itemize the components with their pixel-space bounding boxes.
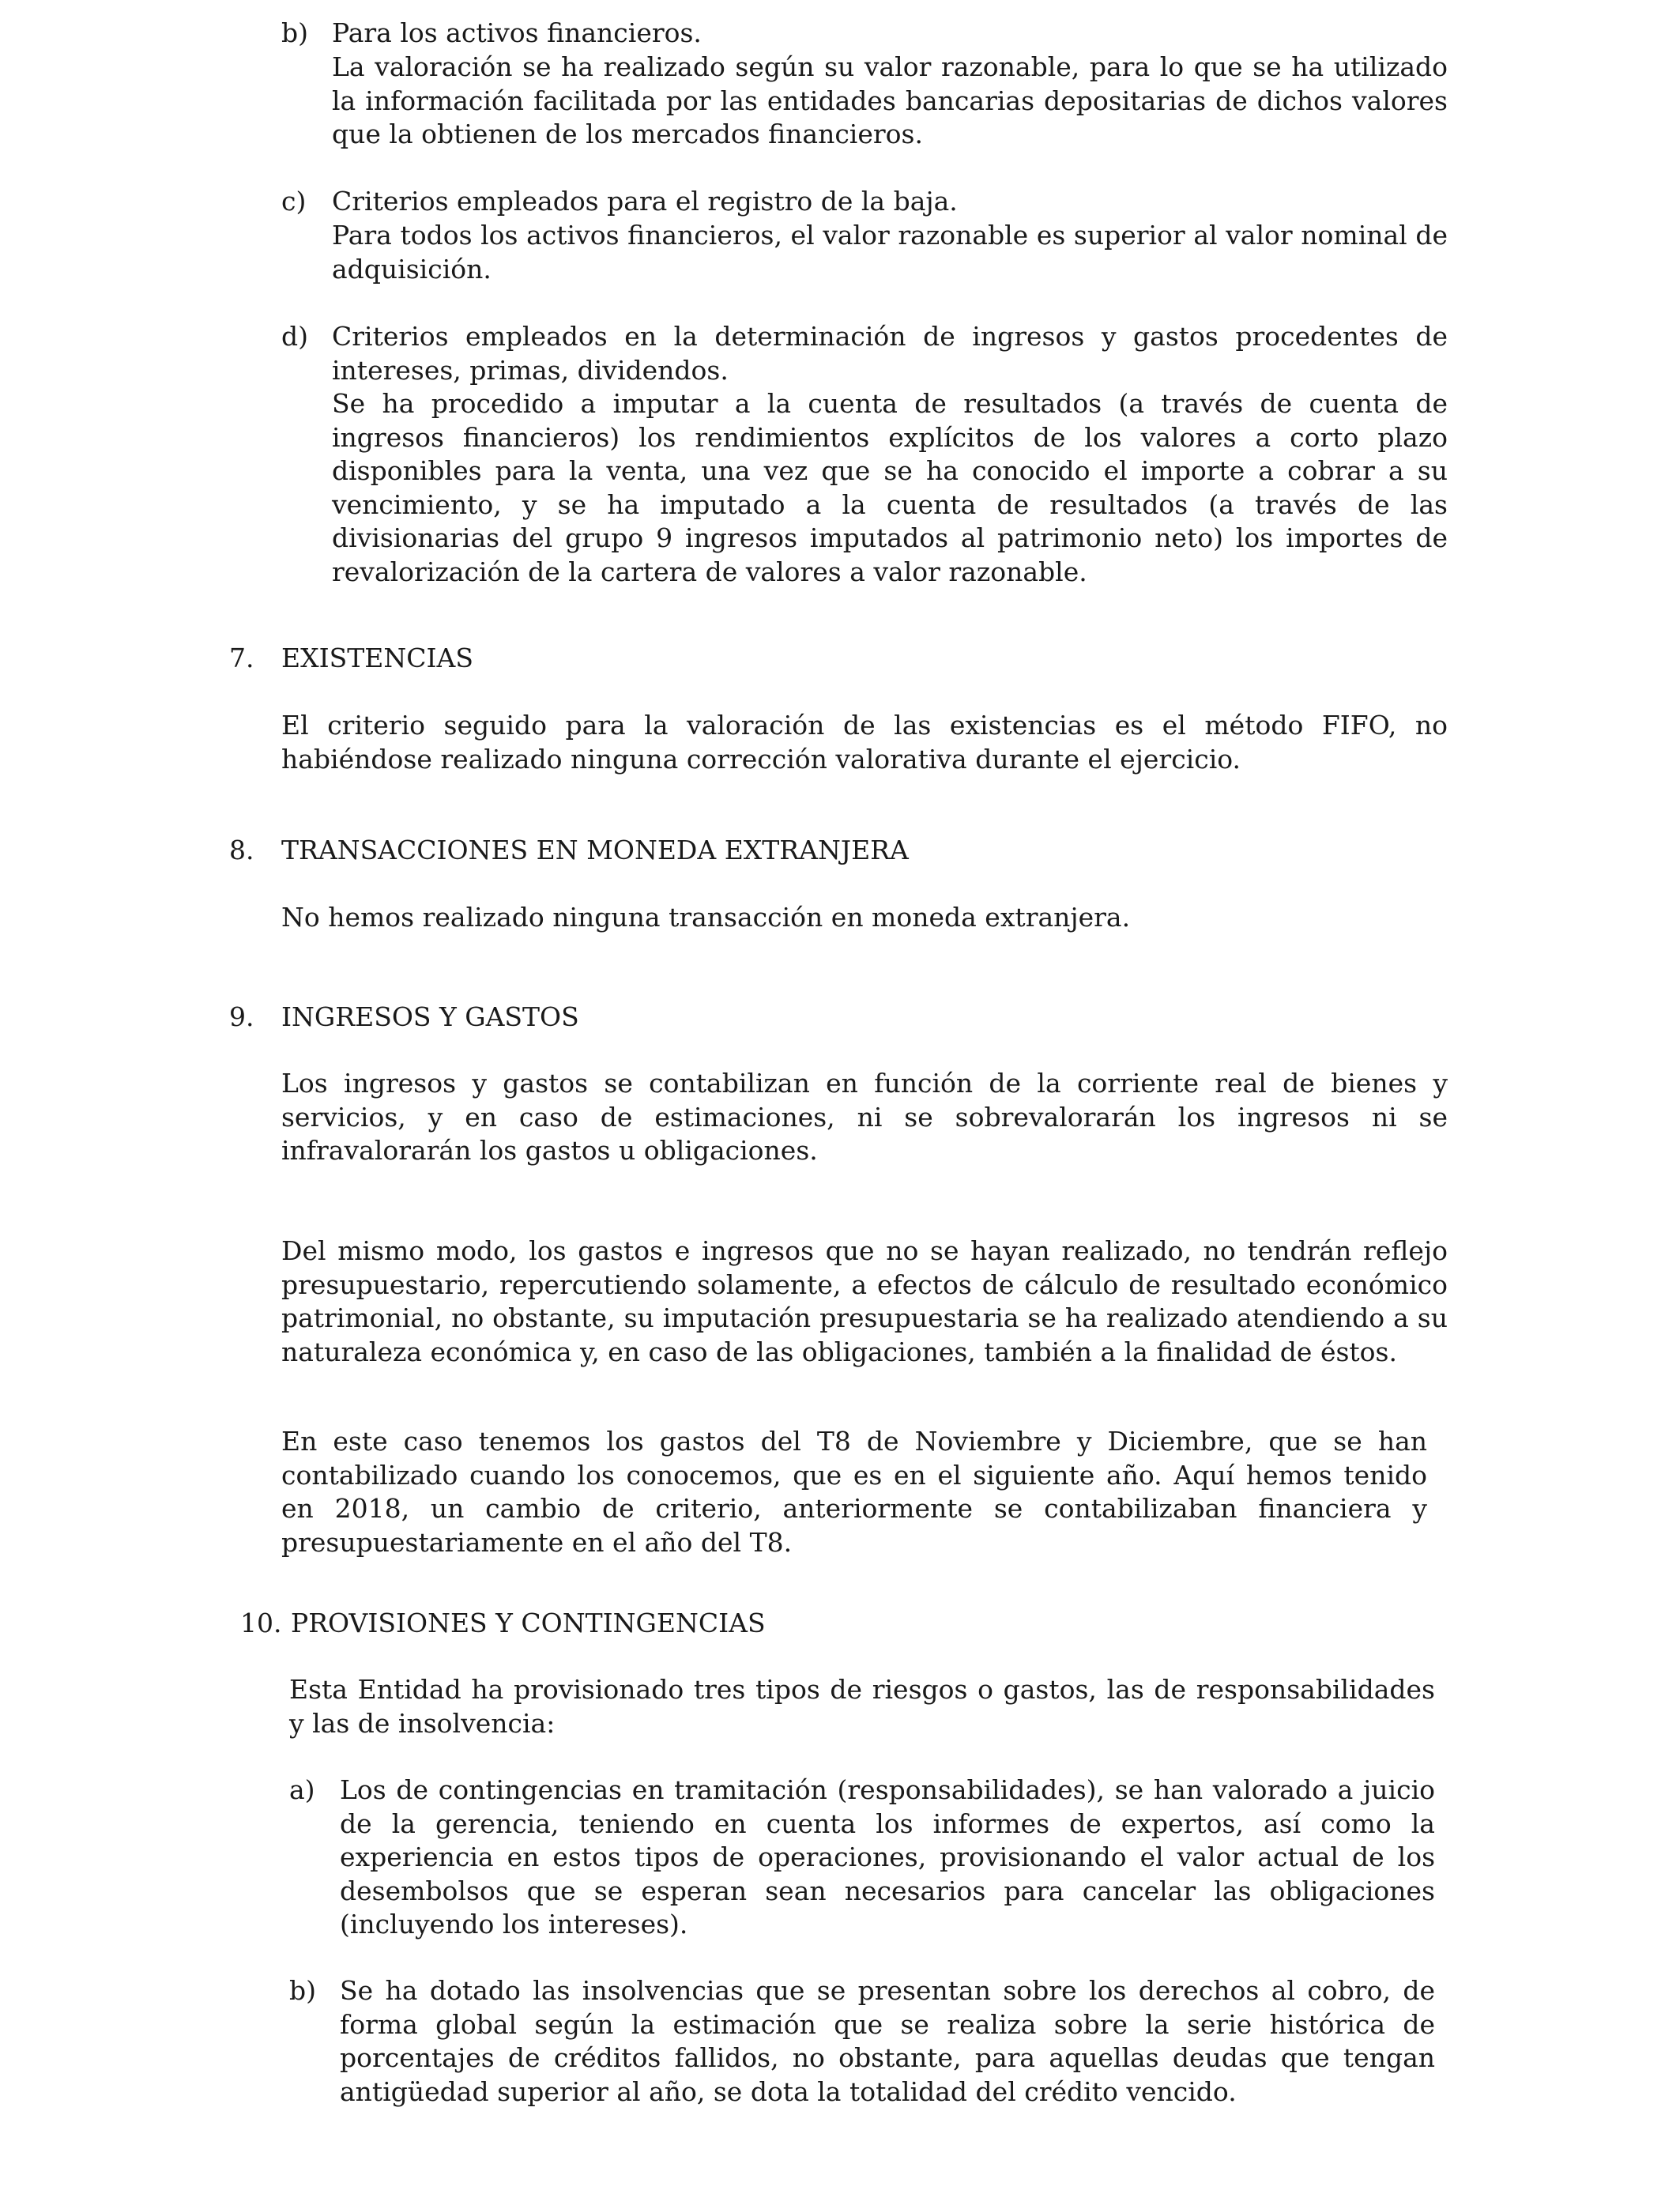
item-c-body: Para todos los activos financieros, el valor razonable es superior al valor nominal de adquisición.: [332, 220, 1448, 285]
list-marker-d: d): [281, 321, 308, 352]
section-7-title: EXISTENCIAS: [281, 643, 473, 673]
section-8-title: TRANSACCIONES EN MONEDA EXTRANJERA: [281, 835, 909, 865]
list-marker-10b: b): [289, 1975, 316, 2006]
section-10-number: 10.: [240, 1608, 282, 1638]
item-b-body: La valoración se ha realizado según su valor razonable, para lo que se ha utilizado la información facilitada por las entidades bancarias depositarias de dichos valores que la obtienen de los mercados financieros.: [332, 51, 1448, 149]
section-8-number: 8.: [229, 835, 254, 865]
section-10-title: PROVISIONES Y CONTINGENCIAS: [291, 1608, 766, 1638]
section-10-item-b: Se ha dotado las insolvencias que se presentan sobre los derechos al cobro, de forma global según la estimación que se realiza sobre la serie histórica de porcentajes de créditos fallidos, no obstante, para aquellas deudas que tengan antigüedad superior al año, se dota la totalidad del crédito vencido.: [340, 1975, 1435, 2107]
section-9-paragraph-3: En este caso tenemos los gastos del T8 de Noviembre y Diciembre, que se han contabilizado cuando los conocemos, que es en el siguiente año. Aquí hemos tenido en 2018, un cambio de criterio, anteriormente se contabilizaban financiera y presupuestariamente en el año del T8.: [281, 1426, 1427, 1558]
section-10-item-a: Los de contingencias en tramitación (responsabilidades), se han valorado a juicio de la gerencia, teniendo en cuenta los informes de expertos, así como la experiencia en estos tipos de operaciones, provisionando el valor actual de los desembolsos que se esperan sean necesarios para cancelar las obligaciones (incluyendo los intereses).: [340, 1774, 1435, 1940]
list-marker-c: c): [281, 186, 307, 217]
list-marker-10a: a): [289, 1774, 315, 1805]
section-7-number: 7.: [229, 643, 254, 673]
section-9-paragraph-1: Los ingresos y gastos se contabilizan en función de la corriente real de bienes y servicios, y en caso de estimaciones, ni se sobrevalorarán los ingresos ni se infravalorarán los gastos u obligaciones.: [281, 1068, 1448, 1166]
section-10-intro: Esta Entidad ha provisionado tres tipos de riesgos o gastos, las de responsabilidades y las de insolvencia:: [289, 1674, 1435, 1739]
item-c-title: Criterios empleados para el registro de la baja.: [332, 186, 958, 217]
section-9-title: INGRESOS Y GASTOS: [281, 1001, 579, 1032]
section-7-body: El criterio seguido para la valoración de las existencias es el método FIFO, no habiéndose realizado ninguna corrección valorativa durante el ejercicio.: [281, 710, 1448, 775]
item-b-title: Para los activos financieros.: [332, 17, 702, 48]
section-9-paragraph-2: Del mismo modo, los gastos e ingresos que no se hayan realizado, no tendrán reflejo presupuestario, repercutiendo solamente, a efectos de cálculo de resultado económico patrimonial, no obstante, su imputación presupuestaria se ha realizado atendiendo a su naturaleza económica y, en caso de las obligaciones, también a la finalidad de éstos.: [281, 1235, 1448, 1367]
item-d-body: Se ha procedido a imputar a la cuenta de resultados (a través de cuenta de ingresos financieros) los rendimientos explícitos de los valores a corto plazo disponibles para la venta, una vez que se ha conocido el importe a cobrar a su vencimiento, y se ha imputado a la cuenta de resultados (a través de las divisionarias del grupo 9 ingresos imputados al patrimonio neto) los importes de revalorización de la cartera de valores a valor razonable.: [332, 388, 1448, 587]
section-8-body: No hemos realizado ninguna transacción en moneda extranjera.: [281, 902, 1131, 933]
section-9-number: 9.: [229, 1001, 254, 1032]
list-marker-b: b): [281, 17, 308, 48]
item-d-title: Criterios empleados en la determinación de ingresos y gastos procedentes de intereses, primas, dividendos.: [332, 321, 1448, 386]
